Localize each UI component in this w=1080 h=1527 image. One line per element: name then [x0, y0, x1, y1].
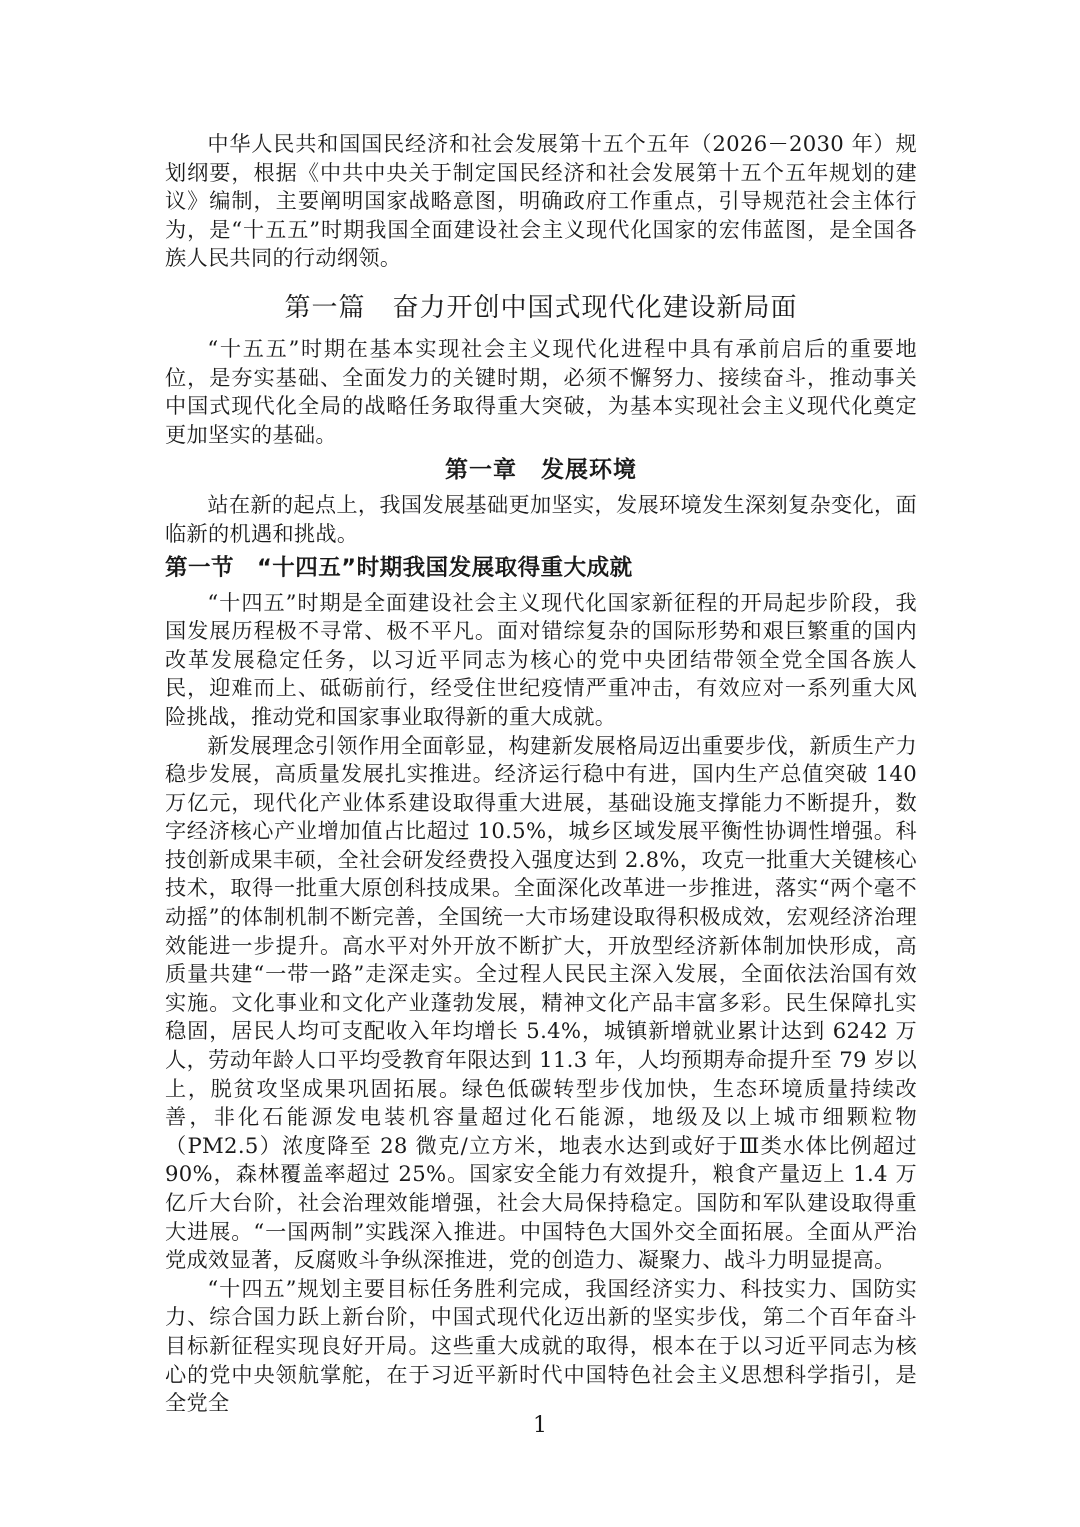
intro-paragraph: 中华人民共和国国民经济和社会发展第十五个五年（2026－2030 年）规划纲要，根据《中共中央关于制定国民经济和社会发展第十五个五年规划的建议》编制，主要阐明国家战略意图，明确政府工作重点，引导规范社会主体行为，是“十五五”时期我国全面建设社会主义现代化国家的宏伟蓝图，是全国各族人民共同的行动纲领。	[165, 131, 917, 271]
chapter-title: 第一章 发展环境	[445, 457, 637, 484]
page-number: 1	[533, 1413, 547, 1438]
section-paragraph-2: 新发展理念引领作用全面彰显，构建新发展格局迈出重要步伐，新质生产力稳步发展，高质量发展扎实推进。经济运行稳中有进，国内生产总值突破 140 万亿元，现代化产业体系建设取得重大进展，基础设施支撑能力不断提升，数字经济核心产业增加值占比超过 10.5%，城乡区域发展平衡性协调性增强。科技创新成果丰硕，全社会研发经费投入强度达到 2.8%，攻克一批重大关键核心技术，取得一批重大原创科技成果。全面深化改革进一步推进，落实“两个毫不动摇”的体制机制不断完善，全国统一大市场建设取得积极成效，宏观经济治理效能进一步提升。高水平对外开放不断扩大，开放型经济新体制加快形成，高质量共建“一带一路”走深走实。全过程人民民主深入发展，全面依法治国有效实施。文化事业和文化产业蓬勃发展，精神文化产品丰富多彩。民生保障扎实稳固，居民人均可支配收入年均增长 5.4%，城镇新增就业累计达到 6242 万人，劳动年龄人口平均受教育年限达到 11.3 年，人均预期寿命提升至 79 岁以上，脱贫攻坚成果巩固拓展。绿色低碳转型步伐加快，生态环境质量持续改善，非化石能源发电装机容量超过化石能源，地级及以上城市细颗粒物（PM2.5）浓度降至 28 微克/立方米，地表水达到或好于Ⅲ类水体比例超过 90%，森林覆盖率超过 25%。国家安全能力有效提升，粮食产量迈上 1.4 万亿斤大台阶，社会治理效能增强，社会大局保持稳定。国防和军队建设取得重大进展。“一国两制”实践深入推进。中国特色大国外交全面拓展。全面从严治党成效显著，反腐败斗争纵深推进，党的创造力、凝聚力、战斗力明显提高。	[165, 732, 917, 1273]
part-paragraph: “十五五”时期在基本实现社会主义现代化进程中具有承前启后的重要地位，是夯实基础、全面发力的关键时期，必须不懈努力、接续奋斗，推动事关中国式现代化全局的战略任务取得重大突破，为基本实现社会主义现代化奠定更加坚实的基础。	[165, 335, 917, 447]
part-title: 第一篇 奋力开创中国式现代化建设新局面	[284, 292, 798, 323]
chapter-paragraph: 站在新的起点上，我国发展基础更加坚实，发展环境发生深刻复杂变化，面临新的机遇和挑战。	[165, 492, 917, 546]
document-body	[165, 130, 917, 1418]
section-paragraph-3: “十四五”规划主要目标任务胜利完成，我国经济实力、科技实力、国防实力、综合国力跃上新台阶，中国式现代化迈出新的坚实步伐，第二个百年奋斗目标新征程实现良好开局。这些重大成就的取得，根本在于以习近平同志为核心的党中央领航掌舵，在于习近平新时代中国特色社会主义思想科学指引，是全党全	[165, 1275, 917, 1416]
section-paragraph-1: “十四五”时期是全面建设社会主义现代化国家新征程的开局起步阶段，我国发展历程极不寻常、极不平凡。面对错综复杂的国际形势和艰巨繁重的国内改革发展稳定任务，以习近平同志为核心的党中央团结带领全党全国各族人民，迎难而上、砥砺前行，经受住世纪疫情严重冲击，有效应对一系列重大风险挑战，推动党和国家事业取得新的重大成就。	[165, 589, 917, 729]
section-title: 第一节 “十四五”时期我国发展取得重大成就	[165, 554, 633, 581]
